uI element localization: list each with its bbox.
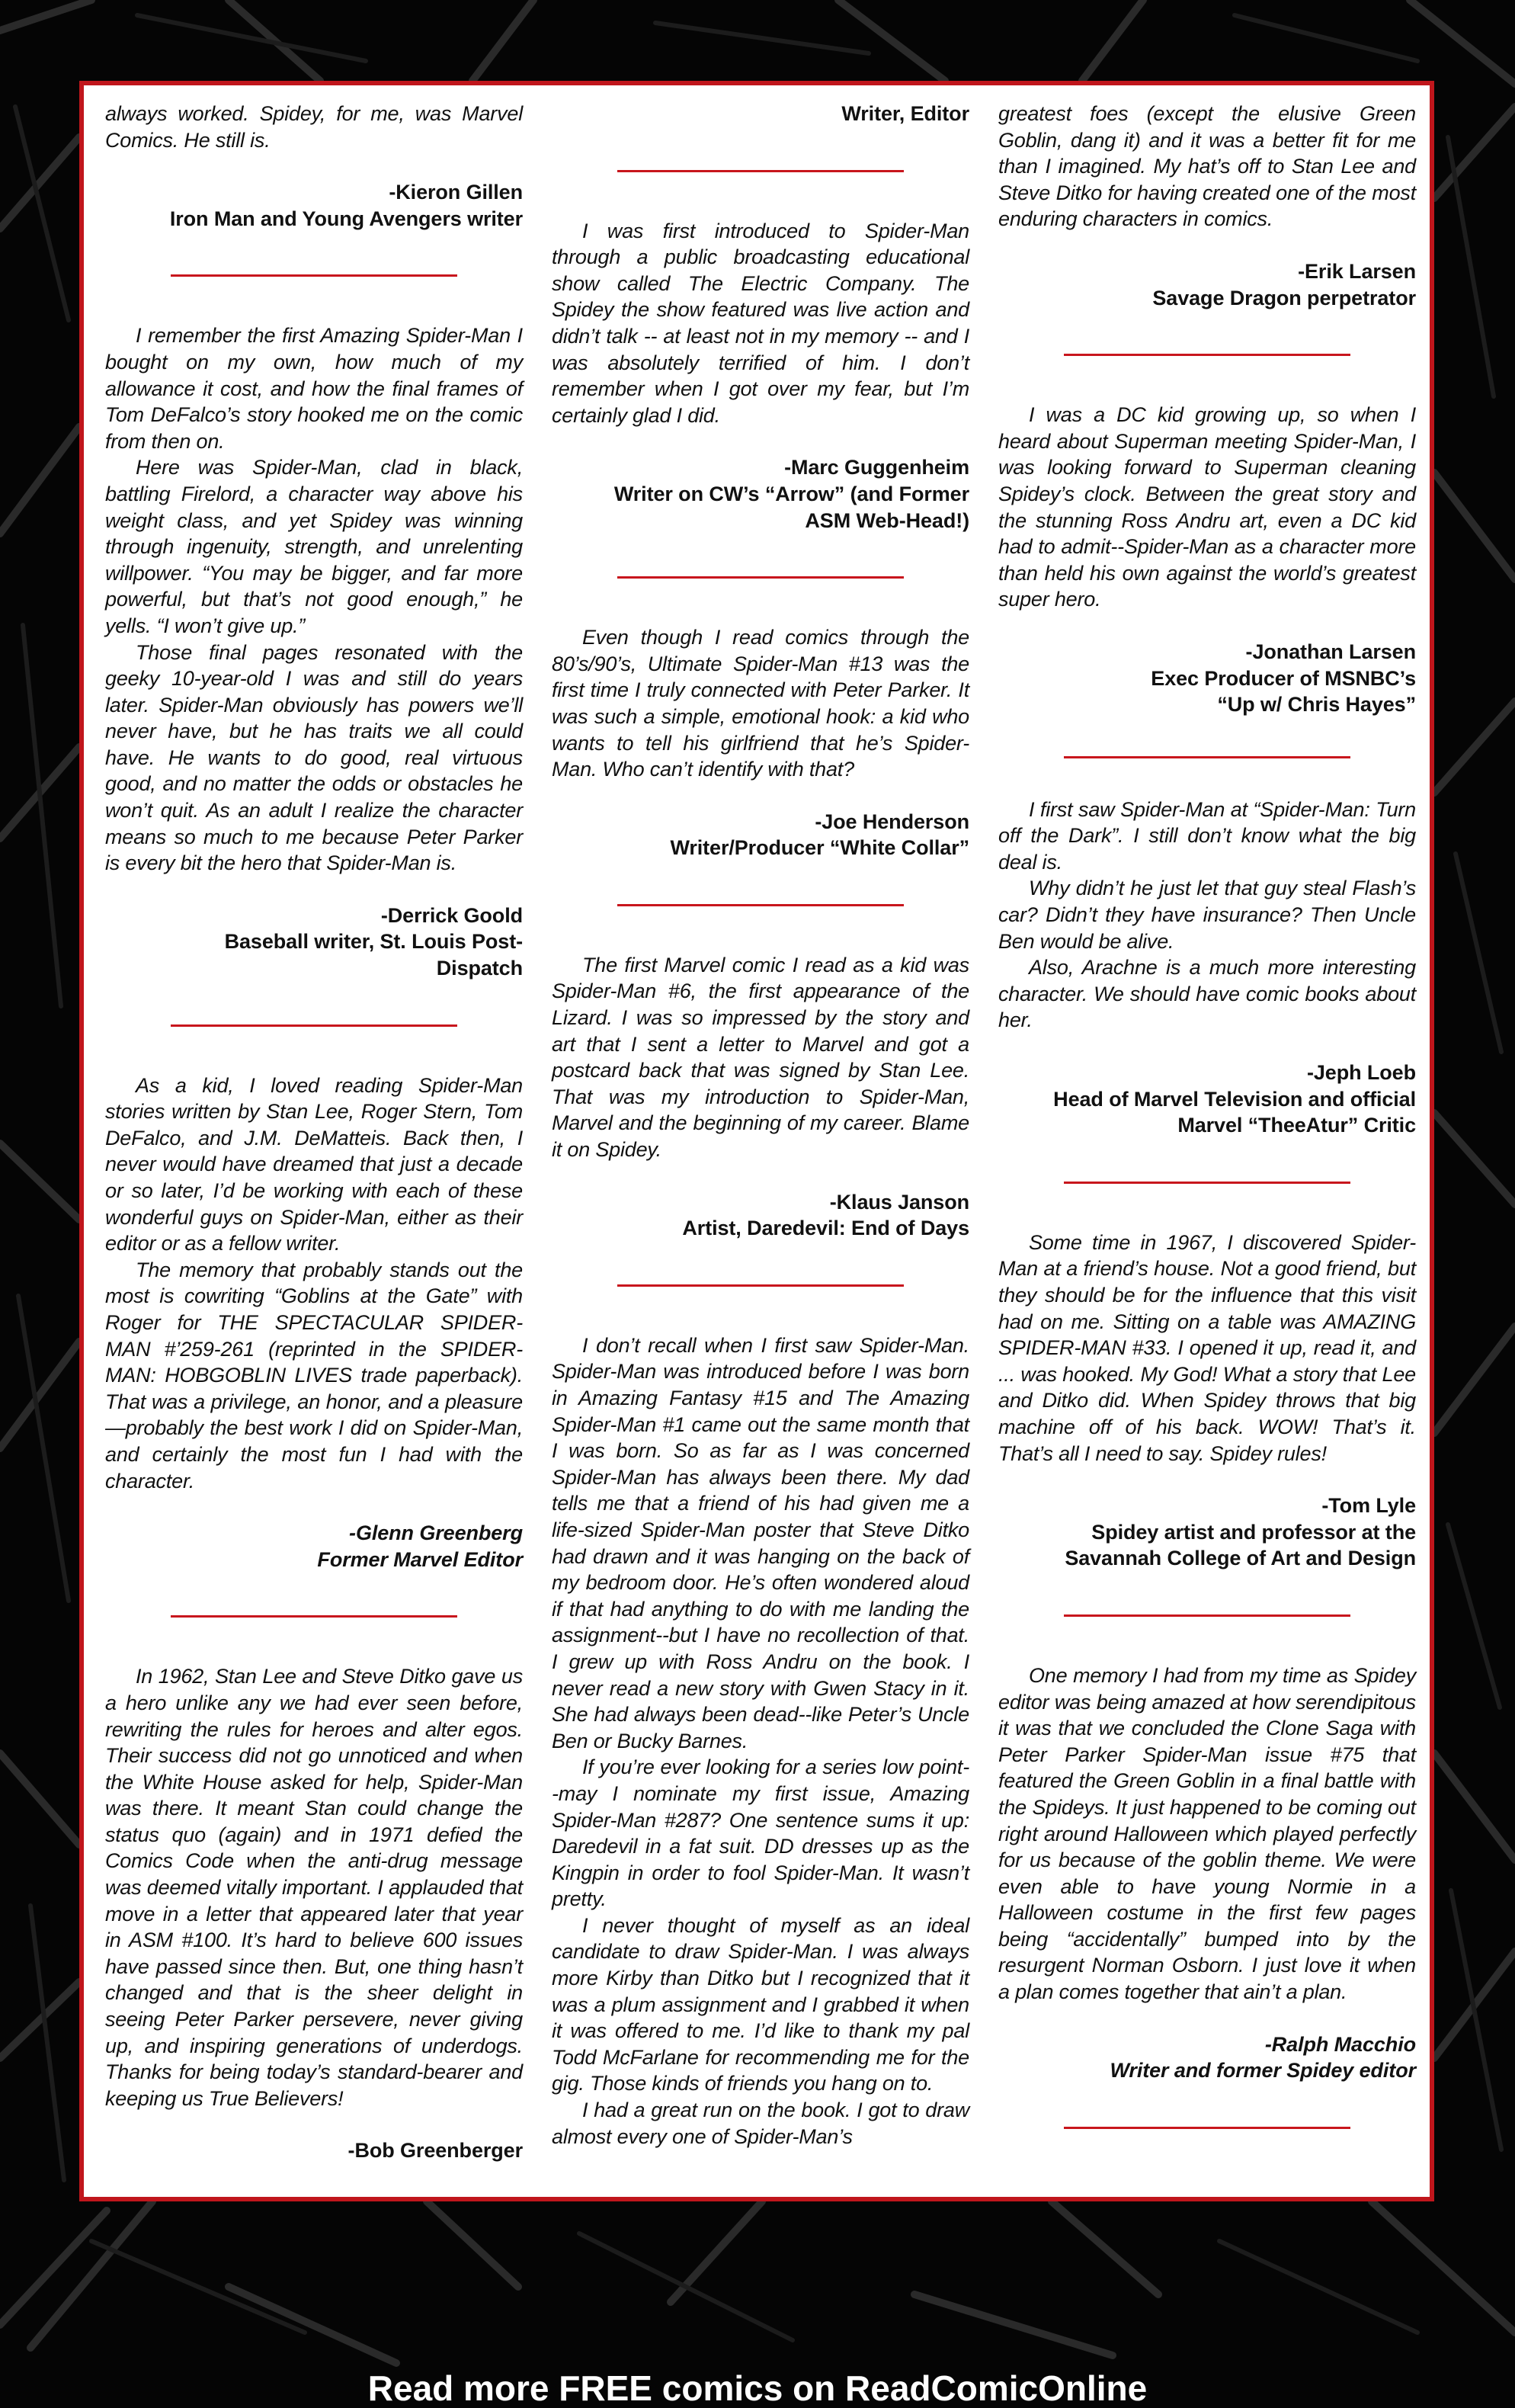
- contributor-signature: [998, 2031, 1416, 2084]
- contributor-credit: Artist, Daredevil: End of Days: [682, 1217, 969, 1240]
- story-paragraph: I had a great run on the book. I got to draw almost every one of Spider-Man’s: [552, 2099, 969, 2148]
- contributor-credit: Savannah College of Art and Design: [1065, 1547, 1416, 1570]
- section-divider: [171, 274, 457, 277]
- contributor-credit: Head of Marvel Television and official: [1053, 1087, 1416, 1111]
- story-paragraph: Some time in 1967, I discovered Spider-Man at a friend’s house. Not a good friend, but they should be for the influence that this visit had on me. Sitting on a table was AMAZING SPIDER-MAN #33. I opened it up, read it, and ... was hooked. My God! What a story that Lee and Ditko did. When Spidey throws that big machine off of his back. WOW! That’s it. That’s all I need to say. Spidey rules!: [998, 1230, 1416, 1465]
- contributor-story: [105, 101, 523, 153]
- contributor-signature: [552, 1189, 969, 1242]
- contributor-story: [998, 402, 1416, 613]
- footer-banner: Read more FREE comics on ReadComicOnline: [367, 2368, 1148, 2408]
- contributor-credit: ASM Web-Head!): [805, 508, 969, 532]
- contributor-credit: Savage Dragon perpetrator: [1152, 286, 1416, 309]
- contributor-name: -Joe Henderson: [815, 810, 969, 833]
- story-paragraph: I was a DC kid growing up, so when I heard about Superman meeting Spider-Man, I was looking forward to Superman cleaning Spidey’s clock. Between the great story and the stunning Ross Andru art, even a DC kid had to admit--Spider-Man as a character more than held his own against the world’s greatest super hero.: [998, 403, 1416, 611]
- contributor-signature: [105, 903, 523, 982]
- contributor-signature: [998, 639, 1416, 718]
- contributor-story: [998, 1230, 1416, 1467]
- section-divider: [1064, 354, 1350, 356]
- story-paragraph: Even though I read comics through the 80’s/90’s, Ultimate Spider-Man #13 was the first time I truly connected with Peter Parker. It was such a simple, emotional hook: a kid who wants to tell his girlfriend that he’s Spider-Man. Who can’t identify with that?: [552, 626, 969, 781]
- contributor-credit: “Up w/ Chris Hayes”: [1217, 693, 1416, 717]
- contributor-credit: Writer/Producer “White Collar”: [670, 836, 969, 860]
- contributor-signature: [998, 1060, 1416, 1139]
- contributor-name: -Derrick Goold: [380, 903, 523, 927]
- contributor-story: [552, 218, 969, 429]
- section-divider: [1064, 1614, 1350, 1617]
- story-paragraph: I don’t recall when I first saw Spider-Man. Spider-Man was introduced before I was born in Amazing Fantasy #15 and The Amazing Spider-Man #1 came out the same month that I was born. So as far as I was concerned Spider-Man has always been there. My dad tells me that a friend of his had given me a life-sized Spider-Man poster that Steve Ditko had drawn and it was hanging on the back of my bedroom door. He’s often wondered aloud if that had anything to do with me landing the assignment--but I have no recollection of that. I grew up with Ross Andru on the book. I never read a new story with Gwen Stacy in it. She had always been dead--like Peter’s Uncle Ben or Bucky Barnes.: [552, 1333, 969, 1752]
- contributor-story: [998, 797, 1416, 1034]
- story-paragraph: I first saw Spider-Man at “Spider-Man: Turn off the Dark”. I still don’t know what the big deal is.: [998, 797, 1416, 874]
- column-3: [998, 101, 1416, 2175]
- contributor-credit: Former Marvel Editor: [317, 1547, 523, 1571]
- story-paragraph: Why didn’t he just let that guy steal Flash’s car? Didn’t they have insurance? Then Uncle Ben would be alive.: [998, 877, 1416, 953]
- story-paragraph: Here was Spider-Man, clad in black, battling Firelord, a character way above his weight class, and yet Spidey was winning through ingenuity, strength, and unrelenting willpower. “You may be bigger, and far more powerful, but that’s not good enough,” he yells. “I won’t give up.”: [105, 456, 523, 637]
- section-divider: [171, 1024, 457, 1027]
- story-paragraph: I was first introduced to Spider-Man through a public broadcasting educational show called The Electric Company. The Spidey the show featured was live action and didn’t talk -- at least not in my memory -- and I was absolutely terrified of him. I don’t remember when I got over my fear, but I’m certainly glad I did.: [552, 219, 969, 427]
- contributor-story: [552, 1332, 969, 2150]
- contributor-name: Writer, Editor: [841, 102, 969, 125]
- contributor-name: -Jonathan Larsen: [1245, 640, 1416, 663]
- contributor-story: [552, 624, 969, 783]
- section-divider: [171, 1615, 457, 1618]
- contributor-signature: [552, 809, 969, 861]
- contributor-name: -Jeph Loeb: [1306, 1061, 1416, 1085]
- contributor-signature: [105, 179, 523, 232]
- contributor-credit: Dispatch: [436, 957, 523, 980]
- story-paragraph: One memory I had from my time as Spidey editor was being amazed at how serendipitous it was that we concluded the Clone Saga with Peter Parker Spider-Man issue #75 that featured the Green Goblin in a final battle with the Spideys. It just happened to be coming out right around Halloween which played perfectly for us because of the goblin theme. We were even able to have young Normie in a Halloween costume in the first few pages being “accidentally” bumped into by the resurgent Norman Osborn. I just love it when a plan comes together that ain’t a plan.: [998, 1663, 1416, 2004]
- contributor-signature: [552, 454, 969, 534]
- section-divider: [617, 170, 904, 172]
- section-divider: [617, 576, 904, 579]
- story-paragraph: If you’re ever looking for a series low point--may I nominate my first issue, Amazing Spider-Man #287? One sentence sums it up: Daredevil in a fat suit. DD dresses up as the Kingpin in order to fool Spider-Man. It wasn’t pretty.: [552, 1755, 969, 1911]
- contributor-name: -Ralph Macchio: [1264, 2032, 1416, 2056]
- contributor-name: -Erik Larsen: [1298, 259, 1416, 283]
- contributor-signature: [998, 1493, 1416, 1572]
- contributor-name: -Marc Guggenheim: [784, 456, 969, 479]
- story-paragraph: In 1962, Stan Lee and Steve Ditko gave us a hero unlike any we had ever seen before, rewriting the rules for heroes and alter egos. Their success did not go unnoticed and when the White House asked for help, Spider-Man was there. It meant Stan could change the status quo (again) and in 1971 defied the Comics Code when the anti-drug message was deemed vitally important. I applauded that move in a letter that appeared later that year in ASM #100. It’s hard to believe 600 issues have passed since then. But, one thing hasn’t changed and that is the sheer delight in seeing Peter Parker persevere, never giving up, and inspiring generations of underdogs. Thanks for being today’s standard-bearer and keeping us True Believers!: [105, 1665, 523, 2110]
- section-divider: [1064, 1182, 1350, 1184]
- contributor-name: -Tom Lyle: [1321, 1494, 1416, 1518]
- section-divider: [1064, 2127, 1350, 2129]
- contributor-credit: Writer and former Spidey editor: [1110, 2059, 1416, 2083]
- story-paragraph: The memory that probably stands out the most is cowriting “Goblins at the Gate” with Roger for THE SPECTACULAR SPIDER-MAN #’259-261 (reprinted in the SPIDER-MAN: HOBGOBLIN LIVES trade paperback). That was a privilege, an honor, and a pleasure—probably the best work I did on Spider-Man, and certainly the most fun I had with the character.: [105, 1258, 523, 1493]
- contributor-credit: Marvel “TheeAtur” Critic: [1177, 1114, 1416, 1137]
- story-paragraph: I never thought of myself as an ideal candidate to draw Spider-Man. I was always more Kirby than Ditko but I recognized that it was a plum assignment and I grabbed it when it was offered to me. I’d like to thank my pal Todd McFarlane for recommending me for the gig. Those kinds of friends you hang on to.: [552, 1913, 969, 2095]
- story-paragraph: Those final pages resonated with the geeky 10-year-old I was and still do years later. Spider-Man obviously has powers we’ll never have, but he has traits we all could have. He wants to do good, real virtuous good, and no matter the odds or obstacles he won’t quit. As an adult I realize the character means so much to me because Peter Parker is every bit the hero that Spider-Man is.: [105, 640, 523, 875]
- contributor-name: -Klaus Janson: [829, 1190, 969, 1214]
- contributor-signature: [552, 101, 969, 127]
- contributor-story: [105, 1073, 523, 1495]
- contributor-story: [105, 322, 523, 876]
- story-paragraph: I remember the first Amazing Spider-Man I bought on my own, how much of my allowance it cost, and how the final frames of Tom DeFalco’s story hooked me on the comic from then on.: [105, 324, 523, 453]
- contributor-story: [998, 101, 1416, 232]
- story-paragraph: As a kid, I loved reading Spider-Man stories written by Stan Lee, Roger Stern, Tom DeFalco, and J.M. DeMatteis. Back then, I never would have dreamed that just a decade or so later, I’d be working with each of these wonderful guys on Spider-Man, either as their editor or as a fellow writer.: [105, 1073, 523, 1255]
- contributor-name: -Glenn Greenberg: [349, 1521, 523, 1545]
- section-divider: [1064, 756, 1350, 758]
- contributor-credit: Exec Producer of MSNBC’s: [1151, 666, 1416, 690]
- contributor-story: [105, 1663, 523, 2111]
- contributor-credit: Writer on CW’s “Arrow” (and Former: [613, 482, 969, 505]
- contributor-credit: Baseball writer, St. Louis Post-: [224, 930, 523, 954]
- section-divider: [617, 1284, 904, 1287]
- contributor-signature: [105, 2137, 523, 2164]
- section-divider: [617, 904, 904, 906]
- contributor-story: [552, 952, 969, 1163]
- contributor-credit: Iron Man and Young Avengers writer: [169, 207, 523, 230]
- column-2: [552, 101, 969, 2150]
- story-paragraph: greatest foes (except the elusive Green Goblin, dang it) and it was a better fit for me than I imagined. My hat’s off to Stan Lee and Steve Ditko for having created one of the most enduring characters in comics.: [998, 102, 1416, 231]
- contributor-name: -Bob Greenberger: [348, 2139, 523, 2163]
- story-paragraph: Also, Arachne is a much more interesting character. We should have comic books about her.: [998, 956, 1416, 1032]
- contributor-signature: [105, 1520, 523, 1573]
- story-paragraph: always worked. Spidey, for me, was Marvel Comics. He still is.: [105, 102, 523, 152]
- article-page: [79, 81, 1434, 2201]
- contributor-name: -Kieron Gillen: [389, 181, 523, 204]
- story-paragraph: The first Marvel comic I read as a kid was Spider-Man #6, the first appearance of the Lizard. I was so impressed by the story and art that I sent a letter to Marvel and got a postcard back that was signed by Stan Lee. That was my introduction to Spider-Man, Marvel and the beginning of my career. Blame it on Spidey.: [552, 953, 969, 1162]
- contributor-credit: Spidey artist and professor at the: [1091, 1520, 1416, 1544]
- contributor-signature: [998, 258, 1416, 311]
- column-1: [105, 101, 523, 2164]
- contributor-story: [998, 1663, 1416, 2006]
